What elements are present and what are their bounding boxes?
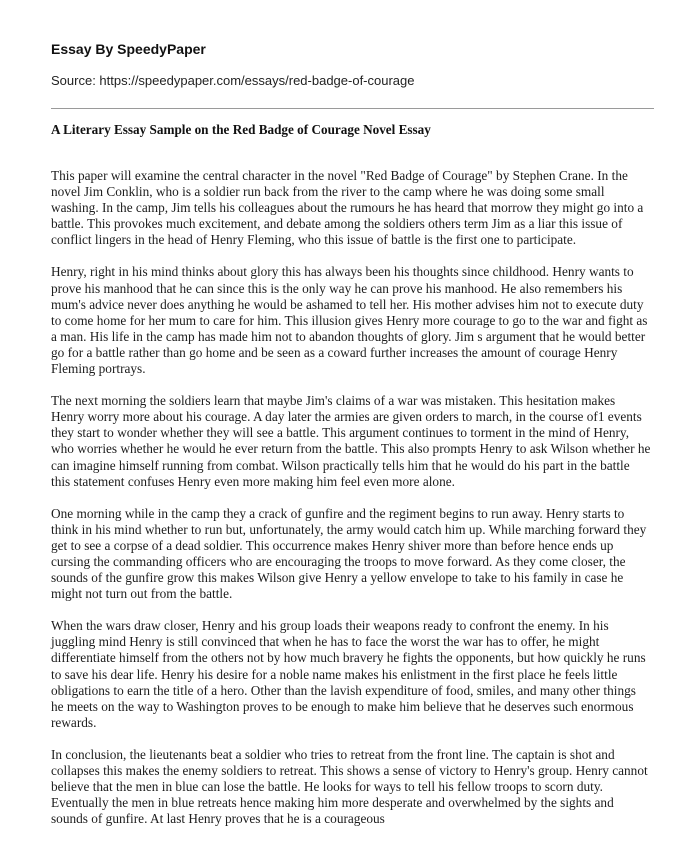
essay-body [51,168,651,827]
essay-paragraph: The next morning the soldiers learn that maybe Jim's claims of a war was mistaken. This hesitation makes Henry worry more about his courage. A day later the armies are given orders to march, in the course of1 events they start to wonder whether they will see a battle. This argument continues to torment in the mind of Henry, who worries whether he would he ever return from the battle. This also prompts Henry to ask Wilson whether he can imagine himself running from combat. Wilson practically tells him that he would do his part in the battle this statement confuses Henry even more making him feel even more alone. [51,393,651,489]
essay-paragraph: When the wars draw closer, Henry and his group loads their weapons ready to confront the enemy. In his juggling mind Henry is still convinced that when he has to face the worst the war has to offer, he might differentiate himself from the others not by how much bravery he fights the opponents, but how quickly he runs to save his dear life. Henry his desire for a noble name makes his enlistment in the first place he feels little obligations to earn the title of a hero. Other than the lavish expenditure of food, smiles, and many other things he meets on the way to Washington proves to be enough to make him believe that he deserves such enormous rewards. [51,618,646,730]
essay-paragraph: This paper will examine the central character in the novel "Red Badge of Courage" by Stephen Crane. In the novel Jim Conklin, who is a soldier run back from the river to the camp where he was doing some small washing. In the camp, Jim tells his colleagues about the rumours he has heard that morrow they might go into a battle. This provokes much excitement, and debate among the soldiers others term Jim as a liar this issue of conflict lingers in the head of Henry Fleming, who this issue of battle is the first one to participate. [51,168,644,248]
essay-paragraph: In conclusion, the lieutenants beat a soldier who tries to retreat from the front line. The captain is shot and collapses this makes the enemy soldiers to retreat. This shows a sense of victory to Henry's group. Henry cannot believe that the men in blue can lose the battle. He looks for ways to tell his fellow troops to scorn duty. Eventually the men in blue retreats hence making him more desperate and overwhelmed by the sights and sounds of gunfire. At last Henry proves that he is a courageous [51,746,648,827]
header-divider [51,108,654,109]
essay-title: A Literary Essay Sample on the Red Badge of Courage Novel Essay [51,122,431,137]
source-line: Source: https://speedypaper.com/essays/red-badge-of-courage [51,73,415,88]
essay-paragraph: Henry, right in his mind thinks about glory this has always been his thoughts since childhood. Henry wants to prove his manhood that he can since this is the only way he can prove his manhood. He also remembers his mum's advice never does anything he would be ashamed to tell her. His mother advises him not to execute duty to come home for her mum to care for him. This illusion gives Henry more courage to go to the war and fight as a man. His life in the camp has made him not to abandon thoughts of glory. Jim s argument that he would better go for a battle rather than go home and be seen as a coward further increases the amount of courage Henry Fleming portrays. [51,264,648,377]
document-header-title: Essay By SpeedyPaper [51,41,206,57]
essay-paragraph: One morning while in the camp they a crack of gunfire and the regiment begins to run away. Henry starts to think in his mind whether to run but, unfortunately, the army would catch him up. While marching forward they get to see a corpse of a dead soldier. This occurrence makes Henry shiver more than before hence ends up cursing the commanding officers who are encouraging the troops to move forward. As they come closer, the sounds of the gunfire grow this makes Wilson give Henry a yellow envelope to take to his family in case he might not turn out from the battle. [51,505,647,602]
